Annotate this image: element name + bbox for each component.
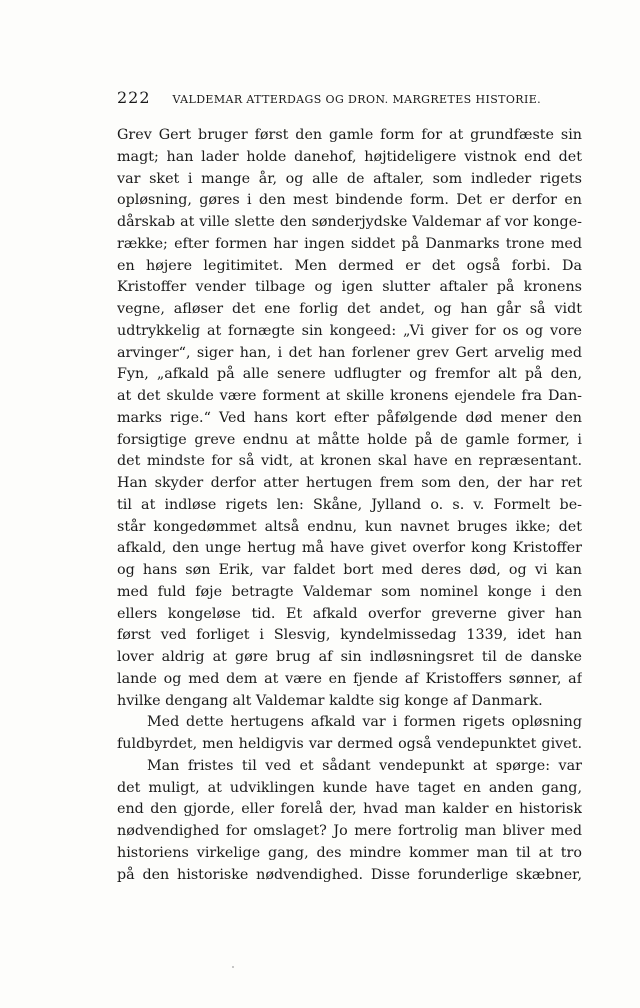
body-text xyxy=(117,125,582,886)
text-line: det muligt, at udviklingen kunde have taget en anden gang, xyxy=(117,779,582,796)
text-line: hvilke dengang alt Valdemar kaldte sig konge af Danmark. xyxy=(117,692,543,709)
text-line: end den gjorde, eller forelå der, hvad man kalder en historisk xyxy=(117,801,582,818)
text-line: lande og med dem at være en fjende af Kristoffers sønner, af xyxy=(117,670,582,687)
text-line: historiens virkelige gang, des mindre kommer man til at tro xyxy=(117,844,582,861)
text-line: Kristoffer vender tilbage og igen slutter aftaler på kronens xyxy=(117,279,582,296)
text-line: Grev Gert bruger først den gamle form for at grundfæste sin xyxy=(117,127,582,143)
running-title: VALDEMAR ATTERDAGS OG DRON. MARGRETES HISTORIE. xyxy=(172,93,542,106)
text-line: til at indløse rigets len: Skåne, Jylland o. s. v. Formelt be- xyxy=(117,496,582,513)
text-line: det mindste for så vidt, at kronen skal have en repræsentant. xyxy=(117,453,582,470)
text-line: og hans søn Erik, var faldet bort med deres død, og vi kan xyxy=(117,562,582,578)
text-line: række; efter formen har ingen siddet på Danmarks trone med xyxy=(117,235,582,252)
page-speck xyxy=(232,966,234,968)
text-line: Han skyder derfor atter hertugen frem som den, der har ret xyxy=(117,475,582,491)
text-line: med fuld føje betragte Valdemar som nominel konge i den xyxy=(117,583,582,600)
text-line: Med dette hertugens afkald var i formen rigets opløsning xyxy=(147,714,582,731)
text-line: først ved forliget i Slesvig, kyndelmissedag 1339, idet han xyxy=(117,627,582,644)
text-line: forsigtige greve endnu at måtte holde på de gamle former, i xyxy=(117,431,582,448)
text-line: arvinger“, siger han, i det han forlener grev Gert arvelig med xyxy=(117,344,582,361)
text-line: nødvendighed for omslaget? Jo mere fortrolig man bliver med xyxy=(117,823,582,839)
text-line: Man fristes til ved et sådant vendepunkt at spørge: var xyxy=(147,757,582,774)
text-line: magt; han lader holde danehof, højtideligere vistnok end det xyxy=(117,148,582,165)
text-line: udtrykkelig at fornægte sin kongeed: „Vi giver for os og vore xyxy=(117,322,582,339)
text-line: Fyn, „afkald på alle senere udflugter og fremfor alt på den, xyxy=(117,366,582,383)
text-line: ellers kongeløse tid. Et afkald overfor greverne giver han xyxy=(117,605,582,622)
text-line: lover aldrig at gøre brug af sin indløsningsret til de danske xyxy=(117,649,582,665)
text-line: fuldbyrdet, men heldigvis var dermed også vendepunktet givet. xyxy=(117,736,582,752)
text-line: var sket i mange år, og alle de aftaler, som indleder rigets xyxy=(117,170,582,187)
page-number: 222 xyxy=(117,88,151,107)
text-line: vegne, afløser det ene forlig det andet, og han går så vidt xyxy=(117,301,582,317)
text-line: på den historiske nødvendighed. Disse forunderlige skæbner, xyxy=(117,866,582,883)
text-line: dårskab at ville slette den sønderjydske Valdemar af vor konge- xyxy=(117,214,582,230)
text-line: at det skulde være forment at skille kronens ejendele fra Dan- xyxy=(117,388,582,404)
text-line: står kongedømmet altså endnu, kun navnet bruges ikke; det xyxy=(117,518,582,535)
text-line: en højere legitimitet. Men dermed er det også forbi. Da xyxy=(117,257,582,274)
text-line: afkald, den unge hertug må have givet overfor kong Kristoffer xyxy=(117,540,582,557)
text-line: opløsning, gøres i den mest bindende form. Det er derfor en xyxy=(117,192,582,209)
page-header xyxy=(117,88,587,108)
text-line: marks rige.“ Ved hans kort efter påfølgende død mener den xyxy=(117,409,582,426)
